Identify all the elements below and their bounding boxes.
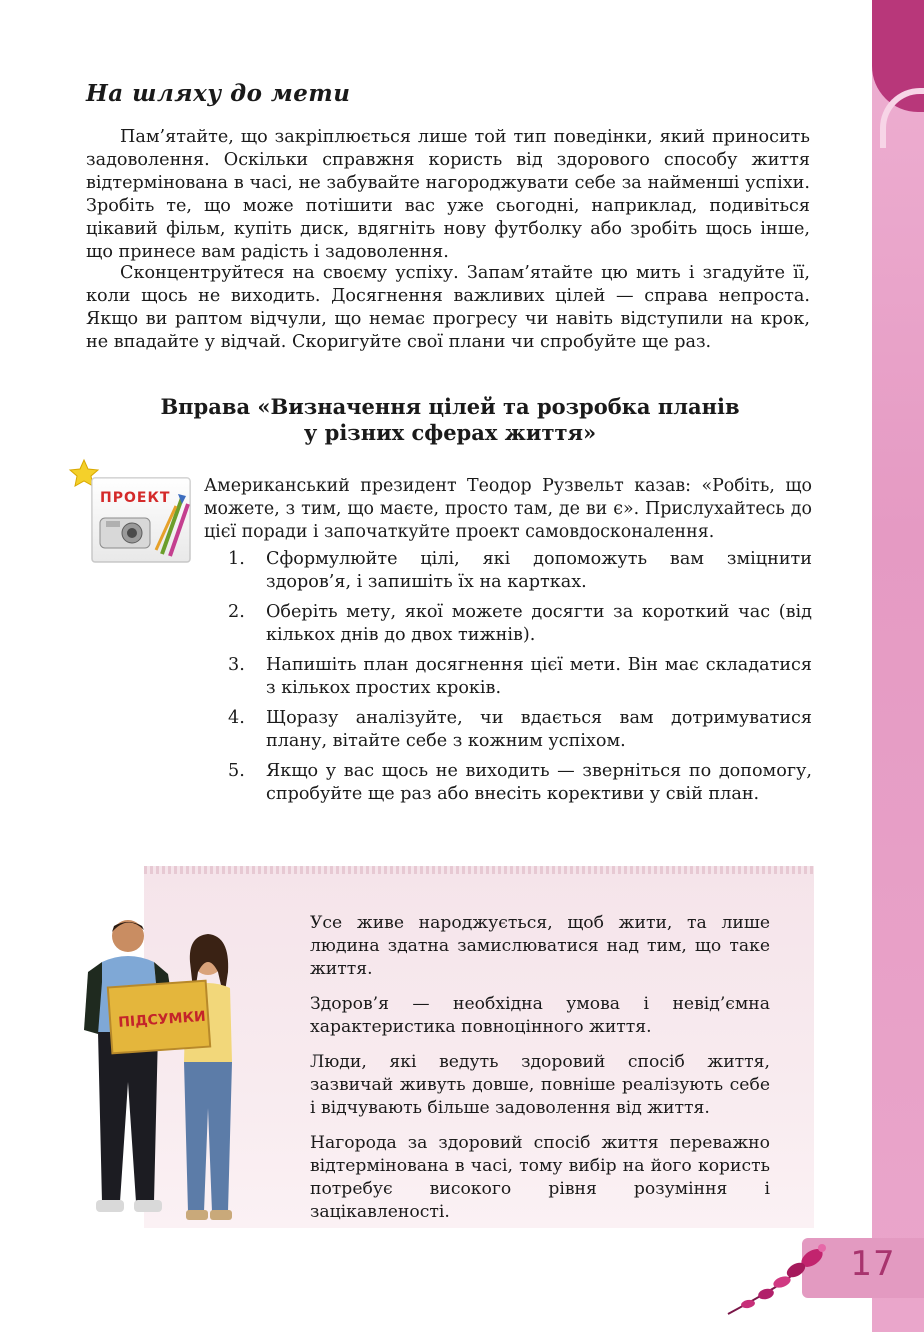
step-text: Якщо у вас щось не виходить — зверніться по допомогу, спробуйте ще раз або внесіть корективи у свій план. <box>266 761 812 804</box>
side-decoration-band <box>872 0 924 1332</box>
list-item <box>228 707 812 753</box>
summary-people-illustration <box>78 912 278 1232</box>
list-item <box>228 601 812 647</box>
summary-item-1: Усе живе народжується, щоб жити, та лише людина здатна замислюватися над тим, що таке життя. <box>310 913 770 979</box>
step-number: 2. <box>228 602 245 622</box>
summary-sign-label: ПІДСУМКИ <box>117 1008 207 1031</box>
summary-item-3: Люди, які ведуть здоровий спосіб життя, зазвичай живуть довше, повніше реалізують себе і відчувають більше задоволення від життя. <box>310 1052 770 1118</box>
section-title: На шляху до мети <box>86 80 351 107</box>
exercise-steps-list <box>228 548 812 813</box>
exercise-title-line-1: Вправа «Визначення цілей та розробка планів <box>160 394 740 419</box>
step-number: 5. <box>228 761 245 781</box>
summary-item-2: Здоров’я — необхідна умова і невід’ємна характеристика повноцінного життя. <box>310 994 770 1037</box>
section-paragraph-2: Сконцентруйтеся на своєму успіху. Запам’ятайте цю мить і згадуйте її, коли щось не виходить. Досягнення важливих цілей — справа непроста. Якщо ви раптом відчули, що немає прогресу чи навіть відступили на крок, не впадайте у відчай. Скоригуйте свої плани чи спробуйте ще раз. <box>86 263 810 352</box>
step-text: Сформулюйте цілі, які допоможуть вам зміцнити здоров’я, і запишіть їх на картках. <box>266 549 812 592</box>
step-text: Оберіть мету, якої можете досягти за короткий час (від кількох днів до двох тижнів). <box>266 602 812 645</box>
flower-ornament-icon <box>724 1240 834 1320</box>
summary-box-edge <box>144 866 814 874</box>
section-paragraph-1: Пам’ятайте, що закріплюється лише той тип поведінки, який приносить задоволення. Оскільки справжня користь від здорового способу життя відтермінована в часі, не забувайте нагороджувати себе за найменші успіхи. Зробіть те, що може потішити вас уже сьогодні, наприклад, подивіться цікавий фільм, купіть диск, вдягніть нову футболку або зробіть щось інше, що принесе вам радість і задоволення. <box>86 127 810 262</box>
exercise-title-line-2: у різних сферах життя» <box>303 420 597 445</box>
exercise-title <box>90 394 810 446</box>
summary-text <box>310 912 770 1236</box>
project-icon <box>66 458 196 566</box>
list-item <box>228 548 812 594</box>
exercise-intro: Американський президент Теодор Рузвельт казав: «Робіть, що можете, з тим, що маєте, просто там, де ви є». Прислухайтесь до цієї поради і започаткуйте проект самовдосконалення. <box>204 476 812 542</box>
summary-item-4: Нагорода за здоровий спосіб життя переважно відтермінована в часі, тому вибір на його користь потребує високого рівня розуміння і зацікавленості. <box>310 1133 770 1222</box>
project-icon-label: ПРОЕКТ <box>100 490 171 506</box>
step-number: 4. <box>228 708 245 728</box>
list-item <box>228 654 812 700</box>
step-text: Напишіть план досягнення цієї мети. Він має складатися з кількох простих кроків. <box>266 655 812 698</box>
step-number: 3. <box>228 655 245 675</box>
list-item <box>228 760 812 806</box>
page-number: 17 <box>850 1244 896 1284</box>
step-number: 1. <box>228 549 245 569</box>
step-text: Щоразу аналізуйте, чи вдається вам дотримуватися плану, вітайте себе з кожним успіхом. <box>266 708 812 751</box>
